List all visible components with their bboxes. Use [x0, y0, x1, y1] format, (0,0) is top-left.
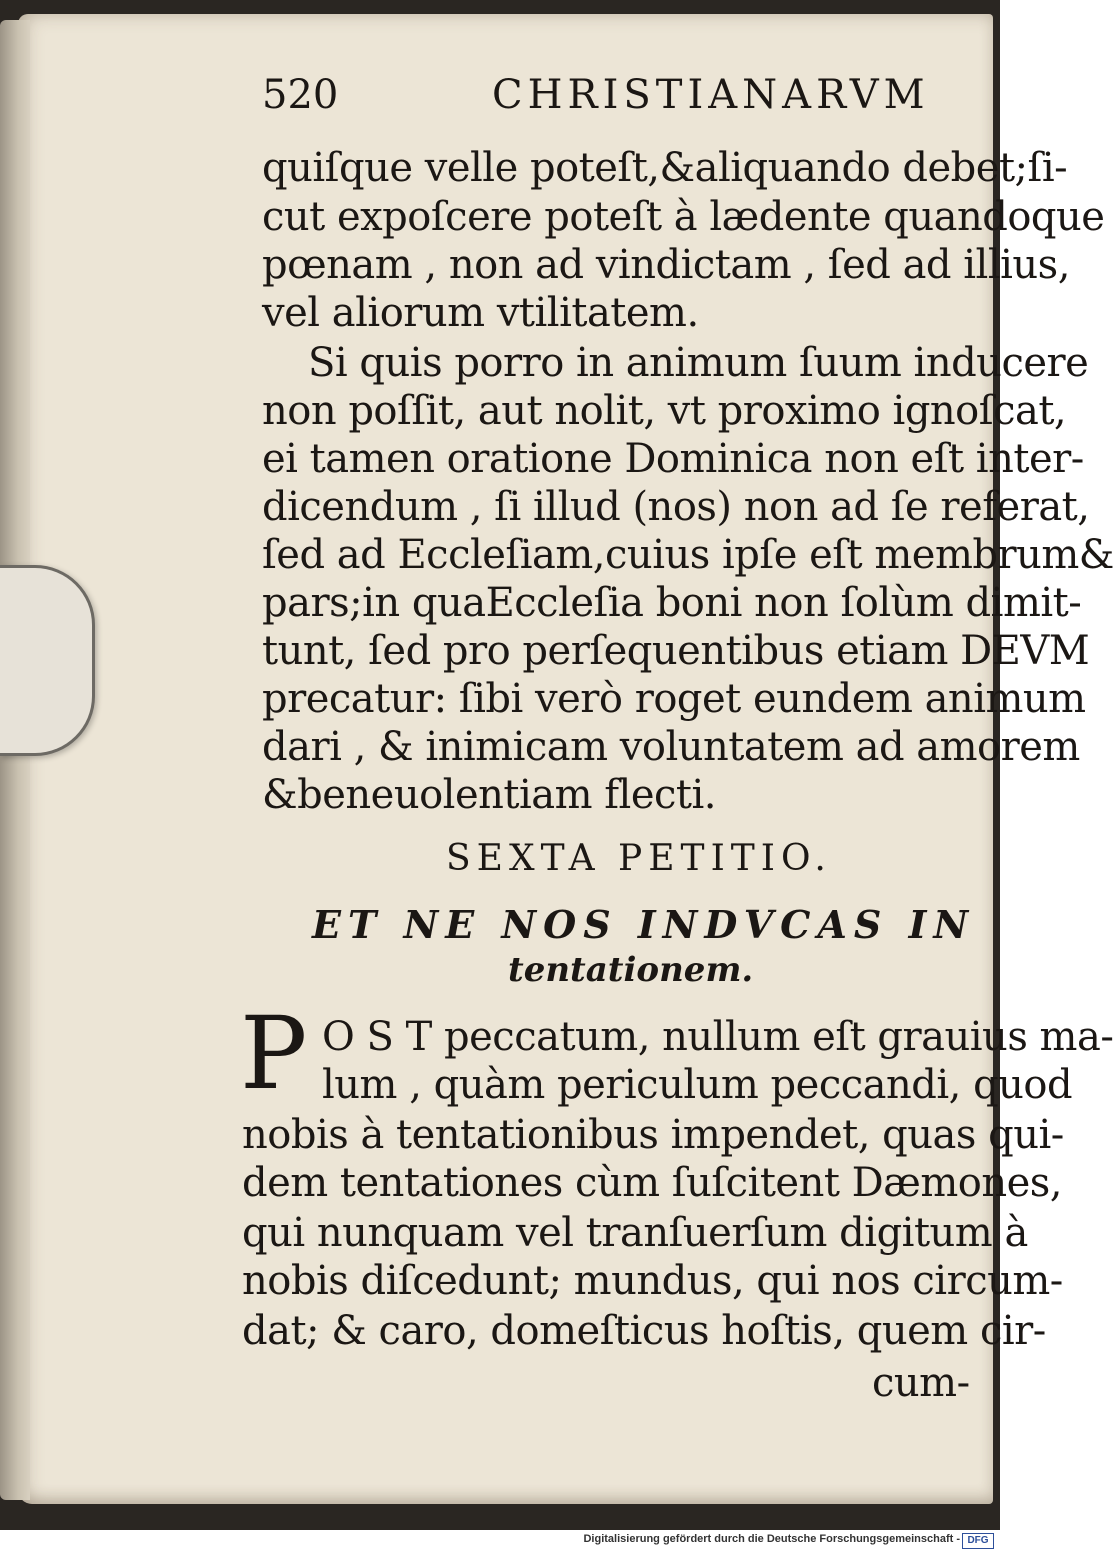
text-line: dari , & inimicam voluntatem ad amorem: [262, 724, 1080, 770]
bookmark-tab: [0, 565, 95, 756]
text-line: nobis diſcedunt; mundus, qui nos circum-: [242, 1258, 1063, 1304]
text-line: dicendum , ſi illud (nos) non ad ſe referat,: [262, 484, 1090, 530]
running-head: [262, 72, 962, 128]
text-line: precatur: ſibi verò roget eundem animum: [262, 676, 1086, 722]
text-line: dem tentationes cùm ſuſcitent Dæmones,: [242, 1160, 1063, 1206]
petition-heading: ET NE NOS INDVCAS IN: [312, 902, 976, 947]
catchword: cum-: [872, 1360, 970, 1406]
text-line: non poſſit, aut nolit, vt proximo ignoſcat,: [262, 388, 1067, 434]
book-spine: [0, 20, 30, 1500]
text-line: qui nunquam vel tranſuerſum digitum à: [242, 1210, 1028, 1256]
petition-subheading: tentationem.: [508, 950, 754, 990]
text-line: dat; & caro, domeſticus hoſtis, quem cir-: [242, 1308, 1046, 1354]
funding-credit: Digitalisierung gefördert durch die Deutsche Forschungsgemeinschaft -: [583, 1533, 960, 1545]
text-line: ſed ad Eccleſiam,cuius ipſe eſt membrum&: [262, 532, 1114, 578]
text-line: tunt, ſed pro perſequentibus etiam DEVM: [262, 628, 1090, 674]
text-line: O S T peccatum, nullum eſt grauius ma-: [322, 1014, 1114, 1060]
drop-cap: P: [240, 995, 308, 1112]
text-line: nobis à tentationibus impendet, quas qui-: [242, 1112, 1064, 1158]
text-line: pars;in quaEccleſia boni non ſolùm dimit-: [262, 580, 1082, 626]
text-line: pœnam , non ad vindictam , ſed ad illius,: [262, 242, 1070, 288]
section-heading: SEXTA PETITIO.: [446, 838, 832, 879]
page-number: 520: [262, 72, 339, 118]
text-line: vel aliorum vtilitatem.: [262, 290, 699, 336]
text-line: quiſque velle poteſt,&aliquando debet;ſi-: [262, 145, 1068, 191]
text-line: cut expoſcere poteſt à lædente quandoque: [262, 194, 1105, 240]
footer-bar: [0, 1530, 1000, 1551]
text-line: lum , quàm periculum peccandi, quod: [322, 1062, 1073, 1108]
text-line: ei tamen oratione Dominica non eſt inter-: [262, 436, 1084, 482]
text-line: Si quis porro in animum ſuum inducere: [308, 340, 1089, 386]
text-line: &beneuolentiam flecti.: [262, 772, 716, 818]
running-title: CHRISTIANARVM: [492, 72, 930, 118]
dfg-logo: DFG: [962, 1533, 994, 1549]
